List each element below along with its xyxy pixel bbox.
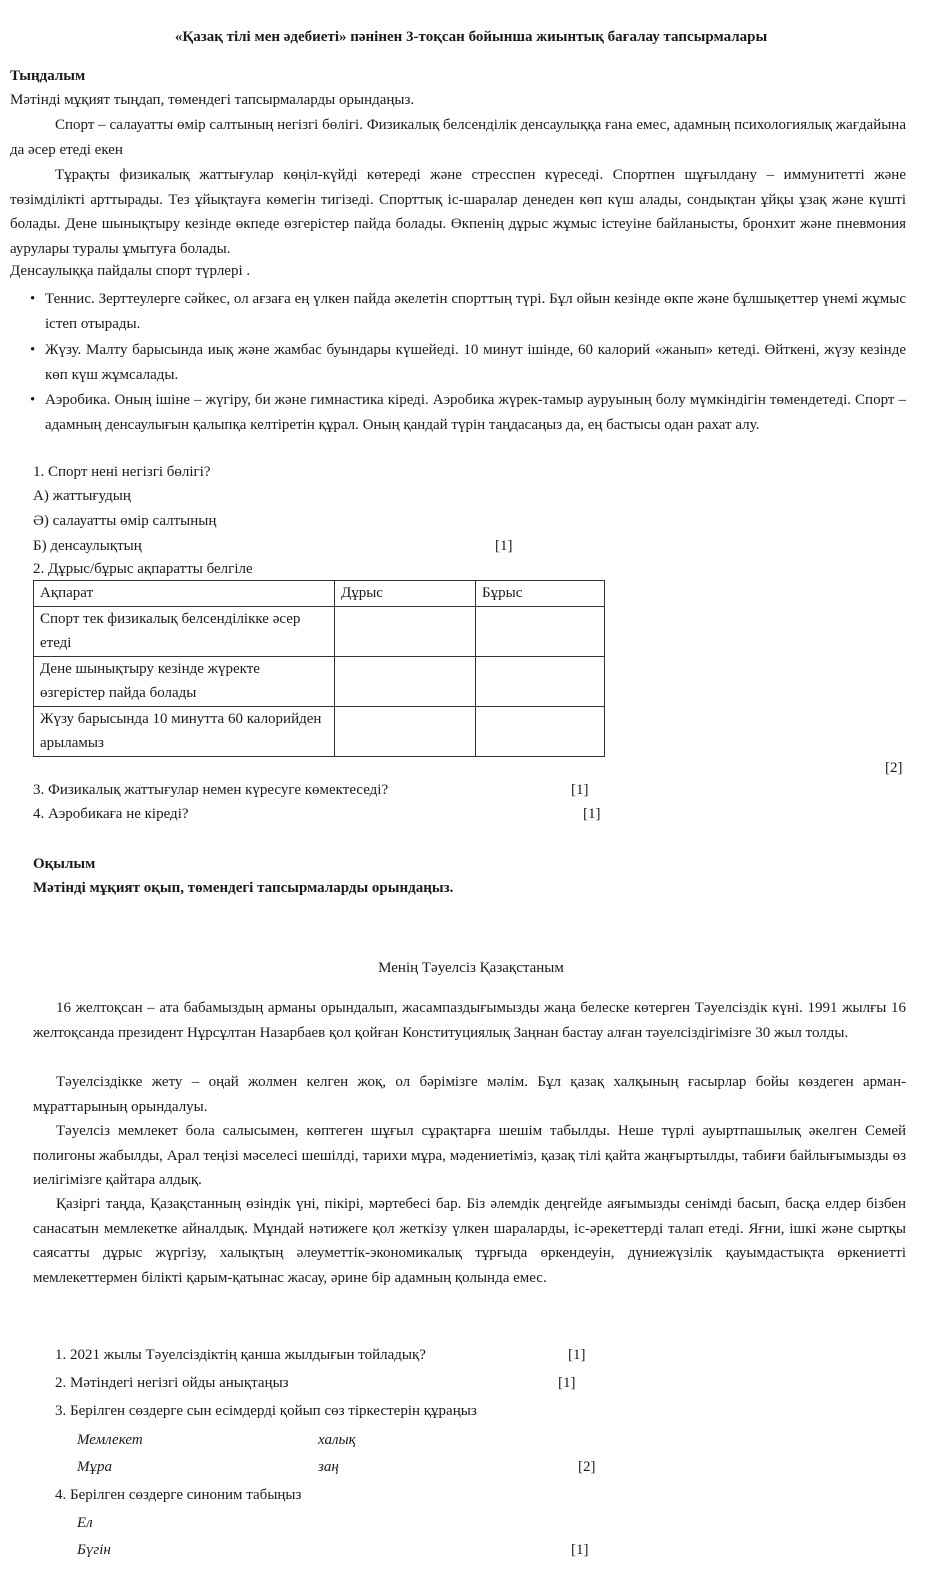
reading-instruction: Мәтінді мұқият оқып, төмендегі тапсырмаларды орындаңыз. <box>33 880 454 896</box>
q1-option-b: Б) денсаулықтың <box>33 538 142 554</box>
listening-paragraph-1: Спорт – салауатты өмір салтының негізгі бөлігі. Физикалық белсенділік денсаулыққа ғана емес, адамның психологиялық жағдайына да әсер етеді екен <box>10 117 906 158</box>
q2-score-mark: [2] <box>885 760 903 776</box>
reading-heading: Оқылым <box>33 856 96 872</box>
table-cell-false[interactable] <box>476 656 605 706</box>
table-cell-false[interactable] <box>476 606 605 656</box>
list-item-swimming: Жүзу. Малту барысында иық және жамбас буындары күшейеді. 10 минут ішінде, 60 калорий «жанып» кетеді. Өйткені, жүзу кезінде көп күш жұмсалады. <box>45 342 906 383</box>
table-cell-true[interactable] <box>335 606 476 656</box>
reading-paragraph-2: Тәуелсіздікке жету – оңай жолмен келген жоқ, ол бәрімізге мәлім. Бұл қазақ халқының ғасырлар бойы көздеген арман-мұраттарының орындалуы. <box>33 1074 906 1115</box>
reading-q2-score-mark: [1] <box>558 1375 576 1391</box>
listening-paragraph-2: Тұрақты физикалық жаттығулар көңіл-күйді көтереді және стресспен күреседі. Спортпен шұғылдану – иммунитетті және төзімділікті арттырады. Тез ұйықтауға көмегін тигізеді. Спорттық іс-шаралар денеден көп күш алады, сондықтан ұйқы ұзақ және күшті болады. Дене шынықтыру кезінде өкпеде өзгерістер пайда болады. Өкпенің дұрыс жұмыс істеуіне байланысты, бронхит және пневмония аурулары туралы ұмытуға болады. <box>10 167 906 257</box>
table-cell-true[interactable] <box>335 706 476 756</box>
reading-paragraph-1: 16 желтоқсан – ата бабамыздың арманы орындалып, жасампаздығымызды жаңа белеске көтерген Тәуелсіздік күні. 1991 жылғы 16 желтоқсанда президент Нұрсұлтан Назарбаев қол қойған Конституциялық Заңнан бастау алған тәуелсіздігімізге 30 жыл толды. <box>33 1000 906 1041</box>
table-cell-statement: Дене шынықтыру кезінде жүректе өзгерістер пайда болады <box>34 656 335 706</box>
table-row <box>34 606 605 656</box>
table-cell-false[interactable] <box>476 706 605 756</box>
q1-option-ae: Ә) салауатты өмір салтының <box>33 513 217 529</box>
reading-question-2: 2. Мәтіндегі негізгі ойды анықтаңыз <box>55 1375 289 1391</box>
reading-q1-score-mark: [1] <box>568 1347 586 1363</box>
bullet-icon: • <box>30 291 36 307</box>
true-false-table <box>33 580 605 757</box>
word-item: Мемлекет <box>77 1432 143 1448</box>
reading-q3-score-mark: [2] <box>578 1459 596 1475</box>
table-header-false: Бұрыс <box>476 581 605 607</box>
list-item-tennis: Теннис. Зерттеулерге сәйкес, ол ағзаға ең үлкен пайда әкелетін спорттың түрі. Бұл ойын кезінде өкпе және бұлшықеттер үнемі жұмыс істеп отырады. <box>45 291 906 332</box>
q4-score-mark: [1] <box>583 806 601 822</box>
reading-question-3: 3. Берілген сөздерге сын есімдерді қойып сөз тіркестерін құраңыз <box>55 1403 477 1419</box>
listening-question-2: 2. Дұрыс/бұрыс ақпаратты белгіле <box>33 561 253 577</box>
word-item: Бүгін <box>77 1542 111 1558</box>
word-item: Мұра <box>77 1459 112 1475</box>
listening-heading: Тыңдалым <box>10 68 86 84</box>
listening-question-1: 1. Спорт нені негізгі бөлігі? <box>33 464 211 480</box>
word-item: Ел <box>77 1515 93 1531</box>
reading-q4-score-mark: [1] <box>571 1542 589 1558</box>
document-title: «Қазақ тілі мен әдебиеті» пәнінен 3-тоқсан бойынша жиынтық бағалау тапсырмалары <box>174 29 768 45</box>
reading-text-title: Менің Тәуелсіз Қазақстаным <box>378 960 564 976</box>
q1-score-mark: [1] <box>495 538 513 554</box>
reading-question-4: 4. Берілген сөздерге синоним табыңыз <box>55 1487 302 1503</box>
listening-question-4: 4. Аэробикаға не кіреді? <box>33 806 189 822</box>
q1-option-a: А) жаттығудың <box>33 488 131 504</box>
table-cell-statement: Жүзу барысында 10 минутта 60 калорийден арыламыз <box>34 706 335 756</box>
sports-list-intro: Денсаулыққа пайдалы спорт түрлері . <box>10 263 251 279</box>
table-row <box>34 656 605 706</box>
word-item: заң <box>318 1459 339 1475</box>
listening-question-3: 3. Физикалық жаттығулар немен күресуге көмектеседі? <box>33 782 389 798</box>
reading-question-1: 1. 2021 жылы Тәуелсіздіктің қанша жылдығын тойладық? <box>55 1347 426 1363</box>
reading-paragraph-3: Тәуелсіз мемлекет бола салысымен, көптеген шұғыл сұрақтарға шешім табылды. Неше түрлі ауыртпашылық әкелген Семей полигоны жабылды, Арал теңізі мәселесі шешілді, тарихи мұра, мәдениетіміз, қазақ тілі қайта жаңғыртылды, табиғи байлығымызды өз иелігімізге қайтара алдық. <box>33 1123 906 1188</box>
table-row <box>34 706 605 756</box>
table-header-info: Ақпарат <box>34 581 335 607</box>
bullet-icon: • <box>30 342 36 358</box>
word-item: халық <box>318 1432 356 1448</box>
table-cell-true[interactable] <box>335 656 476 706</box>
table-cell-statement: Спорт тек физикалық белсенділікке әсер етеді <box>34 606 335 656</box>
q3-score-mark: [1] <box>571 782 589 798</box>
bullet-icon: • <box>30 392 36 408</box>
reading-paragraph-4: Қазіргі таңда, Қазақстанның өзіндік үні, пікірі, мәртебесі бар. Біз әлемдік деңгейде аяғымызды сенімді басып, басқа елдер бізбен санасатын мемлекетке айналдық. Мұндай нәтижеге қол жеткізу үлкен шараларды, іс-әрекеттерді талап етеді. Яғни, ішкі және сыртқы саясатты дұрыс жүргізу, халықтың әлеуметтік-экономикалық тұрғыда өркендеуін, дүниежүзілік қауымдастықта өркениетті мемлекеттермен білікті қарым-қатынас жасау, әрине бір адамның қолында емес. <box>33 1196 906 1286</box>
listening-instruction: Мәтінді мұқият тыңдап, төмендегі тапсырмаларды орындаңыз. <box>10 92 415 108</box>
table-header-true: Дұрыс <box>335 581 476 607</box>
table-header-row <box>34 581 605 607</box>
list-item-aerobics: Аэробика. Оның ішіне – жүгіру, би және гимнастика кіреді. Аэробика жүрек-тамыр ауруының болу мүмкіндігін төмендетеді. Спорт – адамның денсаулығын қалыпқа келтіретін құрал. Оның қандай түрін таңдасаңыз да, ең бастысы одан рахат алу. <box>45 392 906 433</box>
